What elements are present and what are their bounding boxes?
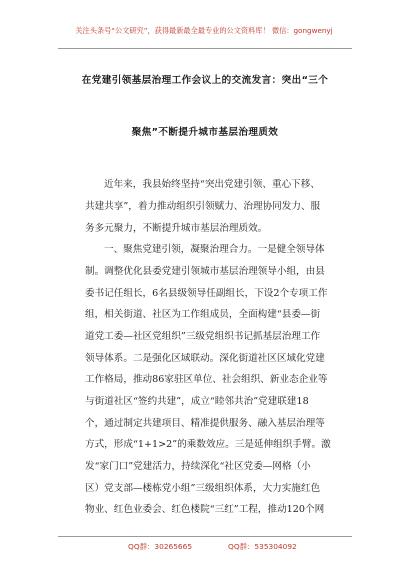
header-banner (0, 6, 408, 62)
body-line: 制。调整优化县委党建引领城市基层治理领导小组，由县 (85, 266, 325, 277)
body-line: 领导体系。二是强化区域联动。深化街道社区区域化党建 (85, 353, 325, 364)
body-line: 共建共享”，着力推动组织引领赋力、治理协同发力、服 (85, 201, 321, 212)
body-line: 近年来，我县始终坚持“突出党建引领、重心下移、 (104, 179, 320, 190)
banner-text: 关注头条号“公文研究”，获得最新最全最专业的公文资料库！ 微信：gongwenyj (75, 26, 333, 35)
body-line: 务多元聚力，不断提升城市基层治理质效。 (85, 223, 268, 234)
body-line: 委书记任组长，6名县级领导任副组长，下设2个专项工作 (85, 288, 328, 299)
body-line: 个，通过制定共建项目、精准提供服务、融入基层治理等 (85, 418, 325, 429)
body-line: 区）党支部—楼栋党小组”三级组织体系，大力实施红色 (85, 483, 321, 494)
body-line: 与街道社区“签约共建”，成立“睦邻共治”党建联建18 (85, 396, 309, 407)
body-line: 物业、红色业委会、红色楼院“三红”工程，推动120个网 (85, 504, 325, 515)
qq-group-2: QQ群：535304092 (228, 542, 297, 551)
header-divider (58, 48, 352, 49)
body-line: 发“家门口”党建活力，持续深化“社区党委—网格（小 (85, 461, 311, 472)
body-line: 方式，形成“1+1>2”的乘数效应。三是延伸组织手臂。激 (85, 439, 331, 450)
document-title-line-2: 聚焦”不断提升城市基层治理质效 (131, 127, 279, 138)
footer-divider (58, 536, 352, 537)
body-line: 组，相关街道、社区为工作组成员，全面构建“县委—街 (85, 309, 321, 320)
body-line: 一、聚焦党建引领，凝聚治理合力。一是健全领导体 (104, 244, 325, 255)
body-line: 道党工委—社区党组织”三级党组织书记抓基层治理工作 (85, 331, 321, 342)
document-title-line-1: 在党建引领基层治理工作会议上的交流发言：突出“三个 (81, 75, 329, 86)
qq-group-1: QQ群：30265665 (128, 542, 193, 551)
body-line: 工作格局，推动86家驻区单位、社会组织、新业态企业等 (85, 374, 328, 385)
